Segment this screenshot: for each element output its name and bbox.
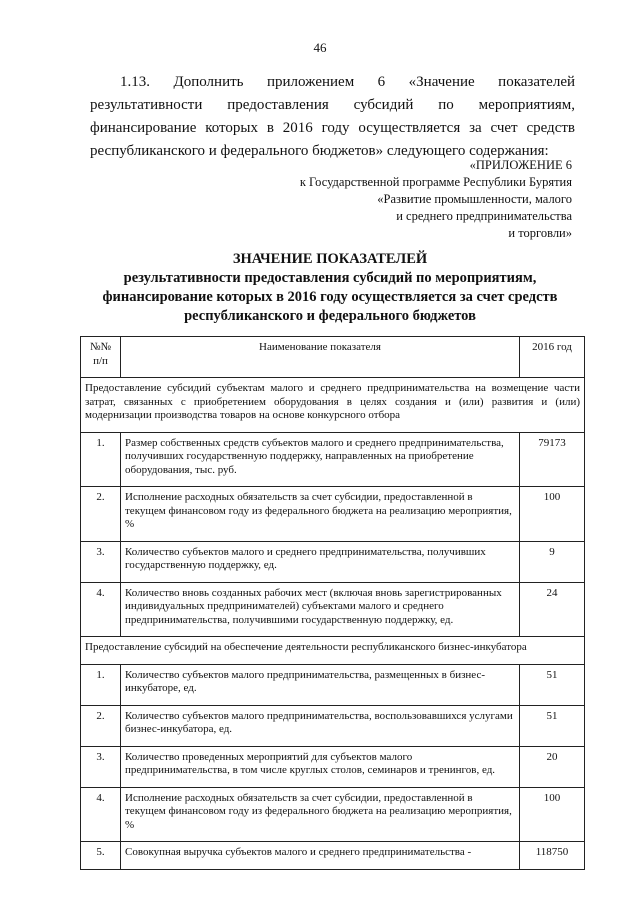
row-value: 24	[520, 582, 585, 637]
row-num: 1.	[81, 432, 121, 487]
group-title: Предоставление субсидий субъектам малого и среднего предпринимательства на возмещение части затрат, связанных с приобретением оборудования в целях создания и (или) развития и (или) модернизации производства товаров на основе конкурсного отбора	[81, 378, 585, 433]
row-name: Совокупная выручка субъектов малого и среднего предпринимательства -	[121, 842, 520, 870]
page-number: 46	[313, 40, 327, 55]
row-name: Количество проведенных мероприятий для субъектов малого предпринимательства, в том числе круглых столов, семинаров и тренингов, ед.	[121, 746, 520, 787]
row-name: Количество субъектов малого предпринимательства, размещенных в бизнес-инкубаторе, ед.	[121, 664, 520, 705]
intro-paragraph: 1.13. Дополнить приложением 6 «Значение показателей результативности предоставления субсидий по мероприятиям, финансирование которых в 2016 году осуществляется за счет средств республиканского и федерального бюджетов» следующего содержания:	[90, 74, 575, 159]
row-value: 79173	[520, 432, 585, 487]
row-name: Размер собственных средств субъектов малого и среднего предпринимательства, получивших государственную поддержку, направленных на приобретение оборудования, тыс. руб.	[121, 432, 520, 487]
table-row	[81, 842, 585, 870]
table-row	[81, 664, 585, 705]
table-row	[81, 432, 585, 487]
table-row	[81, 746, 585, 787]
row-num: 5.	[81, 842, 121, 870]
title-line: финансирование которых в 2016 году осуществляется за счет средств	[102, 289, 558, 305]
header-year: 2016 год	[520, 337, 585, 378]
appendix-line: к Государственной программе Республики Бурятия	[299, 175, 572, 189]
table-row	[81, 787, 585, 842]
title-line: результативности предоставления субсидий по мероприятиям,	[123, 270, 537, 286]
row-value: 100	[520, 787, 585, 842]
appendix-line: и торговли»	[508, 226, 572, 240]
group-row	[81, 637, 585, 665]
header-name: Наименование показателя	[121, 337, 520, 378]
row-value: 9	[520, 541, 585, 582]
group-title: Предоставление субсидий на обеспечение деятельности республиканского бизнес-инкубатора	[81, 637, 585, 665]
row-name: Количество субъектов малого и среднего предпринимательства, получивших государственную поддержку, ед.	[121, 541, 520, 582]
table-row	[81, 705, 585, 746]
group-row	[81, 378, 585, 433]
row-num: 4.	[81, 787, 121, 842]
row-num: 1.	[81, 664, 121, 705]
row-value: 118750	[520, 842, 585, 870]
row-num: 2.	[81, 705, 121, 746]
row-num: 4.	[81, 582, 121, 637]
row-value: 20	[520, 746, 585, 787]
table-row	[81, 582, 585, 637]
row-value: 51	[520, 664, 585, 705]
appendix-reference	[300, 157, 572, 242]
table-row	[81, 487, 585, 542]
row-name: Количество субъектов малого предпринимательства, воспользовавшихся услугами бизнес-инкубатора, ед.	[121, 705, 520, 746]
table-row	[81, 541, 585, 582]
row-name: Исполнение расходных обязательств за счет субсидии, предоставленной в текущем финансовом году из федерального бюджета на реализацию мероприятия, %	[121, 487, 520, 542]
row-num: 3.	[81, 746, 121, 787]
document-title	[80, 250, 580, 326]
row-num: 2.	[81, 487, 121, 542]
row-name: Количество вновь созданных рабочих мест (включая вновь зарегистрированных индивидуальных предпринимателей) субъектами малого и среднего предпринимательства, получившими государственную поддержку, ед.	[121, 582, 520, 637]
indicators-table	[80, 336, 585, 870]
header-num: №№ п/п	[81, 337, 121, 378]
row-num: 3.	[81, 541, 121, 582]
row-name: Исполнение расходных обязательств за счет субсидии, предоставленной в текущем финансовом году из федерального бюджета на реализацию мероприятия, %	[121, 787, 520, 842]
row-value: 100	[520, 487, 585, 542]
appendix-line: и среднего предпринимательства	[396, 209, 572, 223]
appendix-line: «Развитие промышленности, малого	[377, 192, 572, 206]
title-line: ЗНАЧЕНИЕ ПОКАЗАТЕЛЕЙ	[232, 251, 428, 267]
title-line: республиканского и федерального бюджетов	[184, 308, 476, 324]
table-header-row	[81, 337, 585, 378]
row-value: 51	[520, 705, 585, 746]
appendix-line: «ПРИЛОЖЕНИЕ 6	[469, 158, 572, 172]
